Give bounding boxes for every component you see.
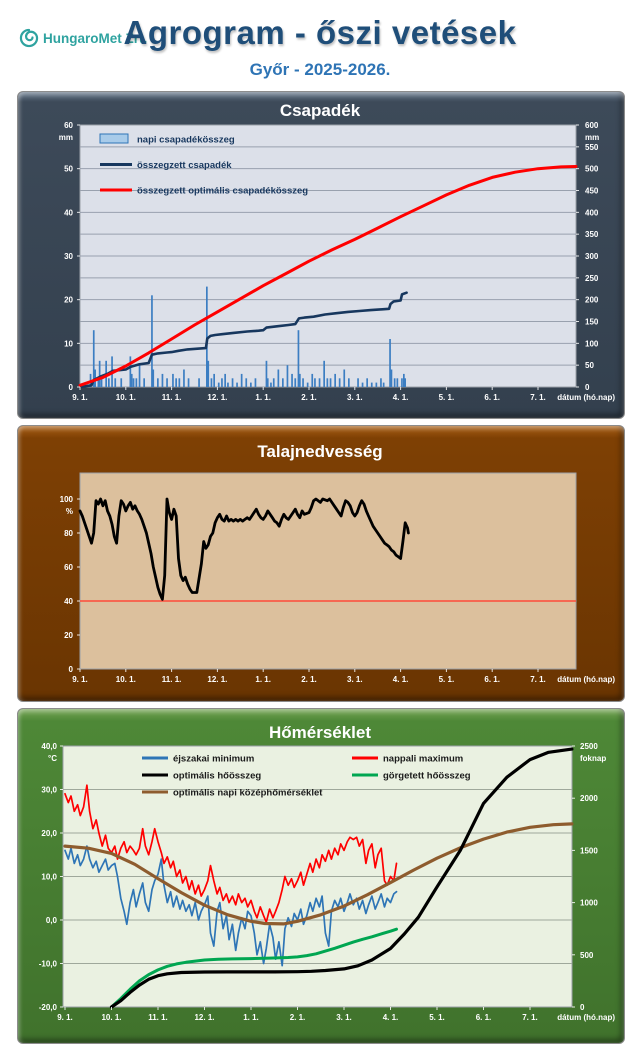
temperature-chart bbox=[19, 710, 621, 1040]
legend-label: nappali maximum bbox=[383, 753, 464, 765]
x-axis-tick-label: 2. 1. bbox=[301, 675, 317, 684]
bar bbox=[294, 378, 296, 387]
bar bbox=[218, 383, 220, 387]
right-axis-tick-label: 550 bbox=[585, 142, 599, 152]
bar bbox=[224, 374, 226, 387]
bar bbox=[136, 378, 138, 387]
bar bbox=[394, 378, 396, 387]
left-axis-tick-label: 40,0 bbox=[41, 742, 57, 751]
x-axis-tick-label: 3. 1. bbox=[347, 675, 363, 684]
right-axis-tick-label: 1500 bbox=[580, 846, 598, 856]
bar bbox=[348, 378, 350, 387]
right-axis-tick-label: 350 bbox=[585, 230, 599, 240]
left-axis-tick-label: -10,0 bbox=[38, 959, 57, 969]
logo-text: HungaroMet Zrt. bbox=[43, 30, 148, 46]
legend-label: összegzett csapadék bbox=[137, 160, 232, 171]
bar bbox=[143, 378, 145, 387]
x-axis-tick-label: 2. 1. bbox=[301, 393, 317, 402]
legend-label: optimális hőösszeg bbox=[173, 770, 262, 782]
x-axis-tick-label: 5. 1. bbox=[438, 393, 455, 402]
x-axis-tick-label: 9. 1. bbox=[72, 393, 88, 402]
x-axis-tick-label: 4. 1. bbox=[382, 1013, 399, 1022]
legend-label: görgetett hőösszeg bbox=[383, 770, 471, 782]
x-axis-tick-label: 6. 1. bbox=[484, 393, 500, 402]
bar bbox=[327, 378, 329, 387]
x-axis-tick-label: 3. 1. bbox=[347, 393, 363, 402]
right-axis-tick-label: 500 bbox=[585, 164, 599, 174]
bar bbox=[241, 374, 243, 387]
bar bbox=[267, 378, 269, 387]
bar bbox=[211, 378, 213, 387]
bar bbox=[172, 374, 174, 387]
x-axis-tick-label: 6. 1. bbox=[475, 1013, 492, 1022]
right-axis-tick-label: 450 bbox=[585, 186, 599, 196]
bar bbox=[299, 374, 301, 387]
precipitation-chart bbox=[19, 93, 621, 415]
bar bbox=[366, 378, 368, 387]
bar bbox=[362, 383, 364, 387]
legend-label: éjszakai minimum bbox=[173, 753, 255, 765]
left-axis-tick-label: 20 bbox=[64, 631, 73, 640]
bar bbox=[376, 383, 378, 387]
talajnedvesseg-chart-title: Talajnedvesség bbox=[257, 442, 383, 461]
bar bbox=[250, 383, 252, 387]
bar bbox=[207, 361, 209, 387]
x-axis-tick-label: 5. 1. bbox=[429, 1013, 445, 1022]
bar bbox=[343, 370, 345, 388]
legend-label: összegzett optimális csapadékösszeg bbox=[137, 185, 309, 197]
bar bbox=[401, 378, 403, 387]
left-axis-tick-label: 50 bbox=[64, 164, 73, 174]
precipitation-panel bbox=[17, 91, 625, 419]
left-axis-tick-label: -20,0 bbox=[38, 1003, 57, 1012]
x-axis-tick-label: 11. 1. bbox=[148, 1013, 168, 1022]
bar bbox=[236, 383, 238, 387]
right-axis-tick-label: 150 bbox=[585, 317, 599, 327]
left-axis-tick-label: 20 bbox=[64, 295, 73, 305]
bar bbox=[380, 378, 382, 387]
x-axis-tick-label: 3. 1. bbox=[336, 1013, 352, 1022]
csapadek-chart-title: Csapadék bbox=[279, 101, 361, 120]
left-axis-tick-label: 100 bbox=[59, 495, 73, 504]
right-axis-tick-label: 0 bbox=[580, 1003, 585, 1012]
right-axis-tick-label: 100 bbox=[585, 339, 599, 349]
bar bbox=[282, 378, 284, 387]
x-axis-tick-label: 7. 1. bbox=[530, 393, 546, 402]
x-axis-tick-label: 4. 1. bbox=[392, 675, 409, 684]
bar bbox=[311, 374, 313, 387]
x-axis-title: dátum (hó.nap) bbox=[557, 1013, 615, 1022]
bar bbox=[270, 383, 272, 387]
x-axis-tick-label: 1. 1. bbox=[243, 1013, 259, 1022]
bar bbox=[152, 370, 154, 388]
legend-swatch-napi-csapadékösszeg bbox=[100, 134, 128, 143]
left-axis-tick-label: 30 bbox=[64, 252, 73, 261]
bar bbox=[404, 378, 406, 387]
x-axis-tick-label: 5. 1. bbox=[438, 675, 455, 684]
bar bbox=[179, 378, 181, 387]
x-axis-tick-label: 10. 1. bbox=[101, 1013, 122, 1022]
x-axis-tick-label: 11. 1. bbox=[161, 675, 182, 684]
right-axis-tick-label: 250 bbox=[585, 273, 599, 283]
bar bbox=[339, 378, 341, 387]
left-axis-tick-label: 0 bbox=[68, 383, 73, 392]
bar bbox=[198, 378, 200, 387]
left-axis-tick-label: 0 bbox=[68, 665, 73, 674]
bar bbox=[162, 374, 164, 387]
left-axis-tick-label: 20,0 bbox=[41, 829, 57, 838]
left-axis-unit: °C bbox=[48, 754, 57, 763]
right-axis-tick-label: 1000 bbox=[580, 898, 598, 908]
bar bbox=[357, 378, 359, 387]
bar bbox=[330, 378, 332, 387]
x-axis-tick-label: 6. 1. bbox=[484, 675, 500, 684]
bar bbox=[175, 378, 177, 387]
bar bbox=[397, 378, 399, 387]
right-axis-tick-label: 500 bbox=[580, 950, 594, 960]
bar bbox=[383, 383, 385, 387]
left-axis-unit: % bbox=[65, 507, 73, 516]
right-axis-tick-label: 2500 bbox=[580, 742, 598, 751]
temperature-panel bbox=[17, 708, 625, 1044]
right-axis-tick-label: 2000 bbox=[580, 794, 598, 804]
left-axis-tick-label: 30,0 bbox=[41, 785, 57, 795]
left-axis-unit: mm bbox=[58, 133, 73, 142]
x-axis-tick-label: 10. 1. bbox=[115, 393, 136, 402]
homerseklet-chart-title: Hőmérséklet bbox=[268, 723, 372, 742]
bar bbox=[278, 370, 280, 388]
bar bbox=[183, 370, 185, 388]
left-axis-tick-label: 60 bbox=[64, 121, 73, 130]
page-header bbox=[0, 0, 640, 90]
bar bbox=[245, 378, 247, 387]
x-axis-title: dátum (hó.nap) bbox=[557, 675, 615, 684]
x-axis-tick-label: 1. 1. bbox=[255, 675, 271, 684]
bar bbox=[273, 378, 275, 387]
right-axis-tick-label: 50 bbox=[585, 361, 594, 371]
bar bbox=[188, 378, 190, 387]
bar bbox=[133, 378, 135, 387]
page-title: Agrogram - őszi vetések bbox=[123, 14, 517, 51]
right-axis-unit: foknap bbox=[580, 754, 607, 763]
bar bbox=[323, 361, 325, 387]
page-subtitle: Győr - 2025-2026. bbox=[249, 60, 391, 79]
bar bbox=[307, 383, 309, 387]
x-axis-tick-label: 12. 1. bbox=[207, 393, 228, 402]
bar bbox=[131, 374, 133, 387]
bar bbox=[157, 378, 159, 387]
left-axis-tick-label: 60 bbox=[64, 563, 73, 572]
x-axis-tick-label: 12. 1. bbox=[207, 675, 228, 684]
left-axis-tick-label: 10,0 bbox=[41, 872, 57, 882]
bar bbox=[120, 378, 122, 387]
bar bbox=[371, 383, 373, 387]
x-axis-tick-label: 12. 1. bbox=[194, 1013, 215, 1022]
left-axis-tick-label: 10 bbox=[64, 339, 73, 349]
legend-label: napi csapadékösszeg bbox=[137, 134, 235, 146]
bar bbox=[232, 378, 234, 387]
bar bbox=[221, 378, 223, 387]
right-axis-tick-label: 300 bbox=[585, 252, 599, 261]
bar bbox=[334, 374, 336, 387]
bar bbox=[139, 365, 141, 387]
bar bbox=[314, 378, 316, 387]
bar bbox=[287, 365, 289, 387]
left-axis-tick-label: 0,0 bbox=[45, 916, 57, 925]
x-axis-tick-label: 4. 1. bbox=[392, 393, 409, 402]
soil-moisture-chart bbox=[19, 427, 621, 698]
right-axis-tick-label: 200 bbox=[585, 295, 599, 305]
left-axis-tick-label: 80 bbox=[64, 529, 73, 538]
right-axis-tick-label: 0 bbox=[585, 383, 590, 392]
x-axis-tick-label: 11. 1. bbox=[161, 393, 182, 402]
soil-moisture-panel bbox=[17, 425, 625, 702]
right-axis-tick-label: 600 bbox=[585, 121, 599, 130]
bar bbox=[114, 378, 116, 387]
x-axis-tick-label: 10. 1. bbox=[115, 675, 136, 684]
x-axis-tick-label: 9. 1. bbox=[57, 1013, 73, 1022]
bar bbox=[302, 378, 304, 387]
bar bbox=[166, 378, 168, 387]
x-axis-tick-label: 7. 1. bbox=[522, 1013, 538, 1022]
bar bbox=[319, 378, 321, 387]
x-axis-tick-label: 7. 1. bbox=[530, 675, 546, 684]
bar bbox=[99, 361, 101, 387]
bar bbox=[255, 378, 257, 387]
x-axis-tick-label: 1. 1. bbox=[255, 393, 271, 402]
left-axis-tick-label: 40 bbox=[64, 597, 73, 606]
right-axis-tick-label: 400 bbox=[585, 208, 599, 218]
bar bbox=[391, 370, 393, 388]
x-axis-tick-label: 2. 1. bbox=[289, 1013, 306, 1022]
x-axis-tick-label: 9. 1. bbox=[72, 675, 88, 684]
bar bbox=[213, 374, 215, 387]
legend-label: optimális napi középhőmérséklet bbox=[173, 787, 323, 799]
bar bbox=[227, 383, 229, 387]
bar bbox=[108, 378, 110, 387]
bar bbox=[291, 374, 293, 387]
right-axis-unit: mm bbox=[585, 133, 600, 142]
left-axis-tick-label: 40 bbox=[64, 208, 73, 218]
x-axis-title: dátum (hó.nap) bbox=[557, 393, 615, 402]
